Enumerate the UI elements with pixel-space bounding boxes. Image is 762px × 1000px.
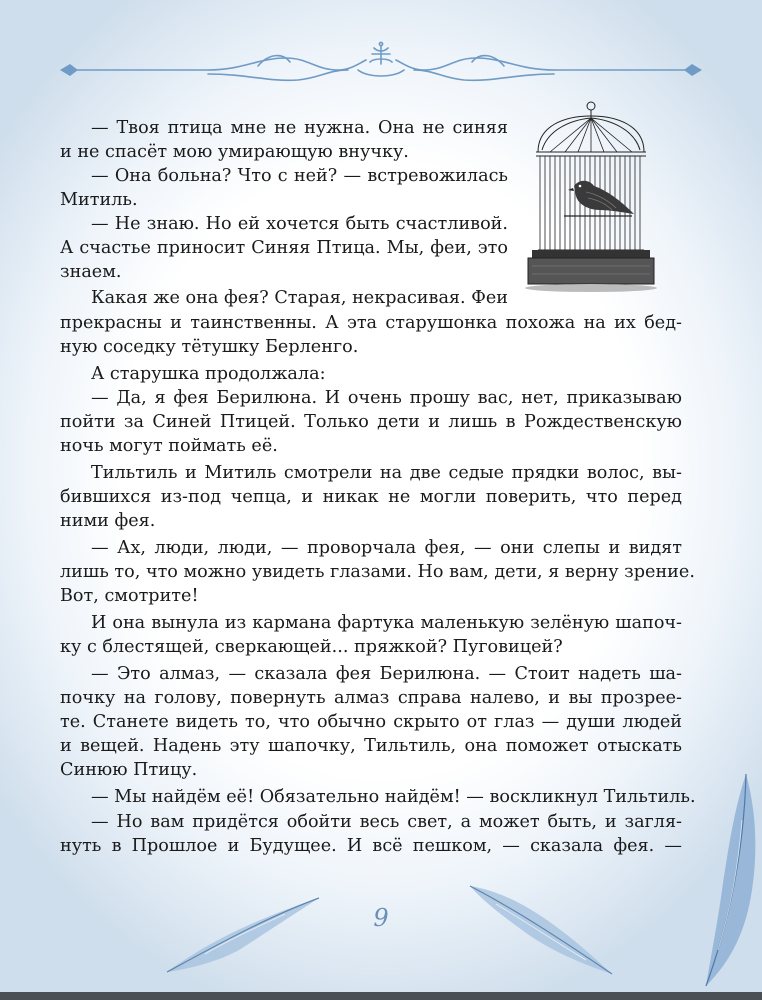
text-line: и вещей. Надень эту шапочку, Тильтиль, она поможет отыскать (60, 736, 682, 756)
text-line: прекрасны и таинственны. А эта старушонка похожа на их бед- (60, 313, 682, 333)
text-line: почку на голову, повернуть алмаз справа налево, и вы прозрее- (60, 688, 682, 708)
text-line: Синюю Птицу. (60, 760, 198, 780)
text-line: — Но вам придётся обойти весь свет, а может быть, и загля- (91, 812, 682, 832)
text-line: — Да, я фея Берилюна. И очень прошу вас, нет, приказываю (91, 388, 682, 408)
text-line: Митиль. (60, 190, 138, 210)
text-line: ку с блестящей, сверкающей... пряжкой? Пуговицей? (60, 637, 563, 657)
text-line: нуть в Прошлое и Будущее. И всё пешком, — сказала фея. — (60, 836, 682, 856)
feather-right-edge (686, 770, 762, 990)
text-line: знаем. (60, 262, 122, 282)
text-line: пойти за Синей Птицей. Только дети и лишь в Рождественскую (60, 412, 682, 432)
text-line: А старушка продолжала: (91, 364, 326, 384)
text-line: И она вынула из кармана фартука маленькую зелёную шапоч- (91, 613, 682, 633)
text-line: те. Станете видеть то, что обычно скрыто от глаз — души людей (60, 712, 682, 732)
text-line: — Твоя птица мне не нужна. Она не синяя (91, 118, 508, 138)
text-line: ночь могут поймать её. (60, 436, 278, 456)
text-line: ную соседку тётушку Берленго. (60, 337, 359, 357)
text-line: А счастье приносит Синяя Птица. Мы, феи, это (60, 238, 508, 258)
bottom-edge-bar (0, 992, 762, 1000)
text-line: ними фея. (60, 511, 156, 531)
text-line: — Не знаю. Но ей хочется быть счастливой. (91, 214, 508, 234)
text-line: лишь то, что можно увидеть глазами. Но вам, дети, я верну зрение. (60, 562, 695, 582)
text-line: Вот, смотрите! (60, 586, 199, 606)
text-line: Какая же она фея? Старая, некрасивая. Феи (91, 288, 508, 308)
page-number: 9 (373, 904, 389, 932)
text-line: — Мы найдём её! Обязательно найдём! — воскликнул Тильтиль. (91, 787, 696, 807)
text-line: Тильтиль и Митиль смотрели на две седые прядки волос, вы- (91, 463, 682, 483)
text-line: — Она больна? Что с ней? — встревожилась (91, 166, 508, 186)
text-line: бившихся из-под чепца, и никак не могли поверить, что перед (60, 487, 682, 507)
text-line: — Это алмаз, — сказала фея Берилюна. — Стоит надеть ша- (91, 664, 682, 684)
text-line: — Ах, люди, люди, — проворчала фея, — они слепы и видят (91, 538, 682, 558)
text-line: и не спасёт мою умирающую внучку. (60, 142, 409, 162)
